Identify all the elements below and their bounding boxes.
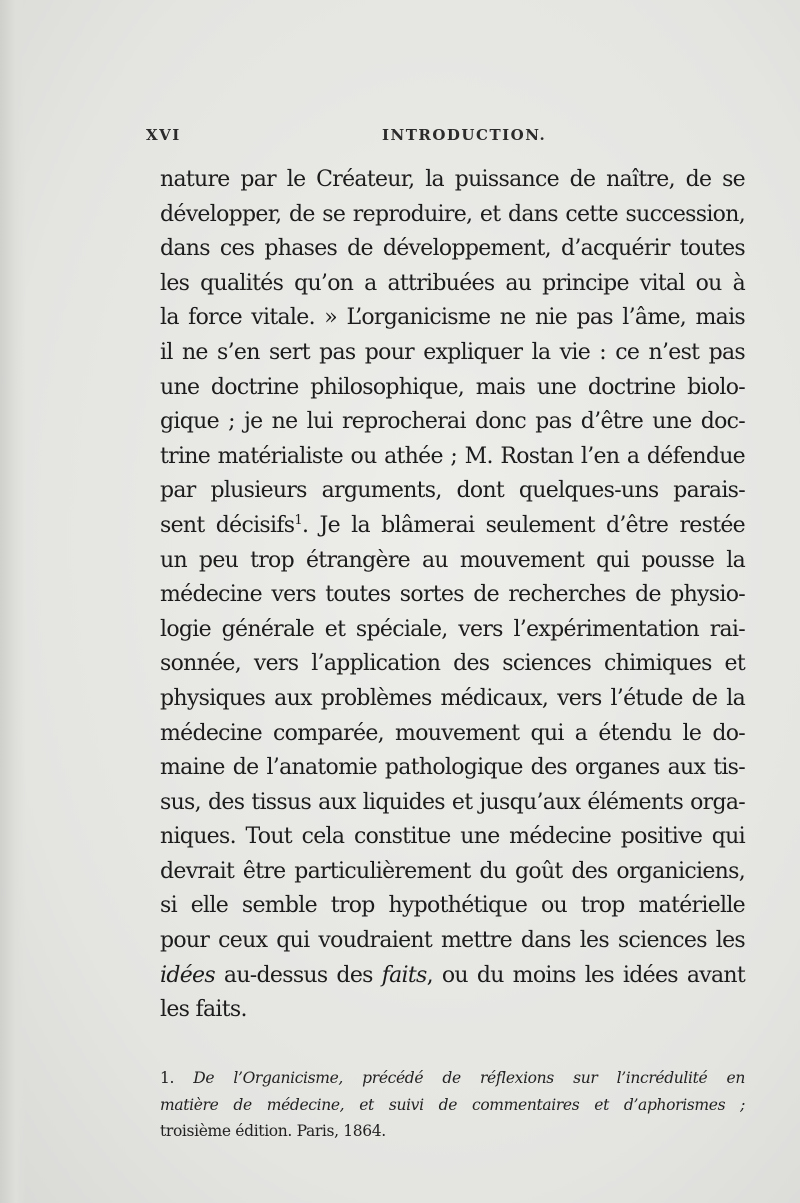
text-line: la force vitale. » L’organicisme ne nie pas l’âme, mais bbox=[160, 305, 745, 331]
footnote-line: troisième édition. Paris, 1864. bbox=[160, 1122, 386, 1140]
text-line: si elle semble trop hypothétique ou trop matérielle bbox=[160, 893, 745, 919]
text-line: médecine comparée, mouvement qui a étendu le do- bbox=[160, 720, 745, 746]
text-line: physiques aux problèmes médicaux, vers l’étude de la bbox=[160, 685, 745, 711]
text-fragment: , ou du moins les idées avant bbox=[426, 962, 745, 988]
running-head-title: INTRODUCTION. bbox=[382, 126, 547, 144]
text-line: niques. Tout cela constitue une médecine positive qui bbox=[160, 824, 745, 850]
page-gutter-shadow bbox=[0, 0, 26, 1203]
text-line: pour ceux qui voudraient mettre dans les sciences les bbox=[160, 928, 745, 954]
text-line: il ne s’en sert pas pour expliquer la vie : ce n’est pas bbox=[160, 339, 745, 365]
page-number: XVI bbox=[146, 126, 181, 144]
text-line bbox=[160, 509, 745, 544]
footnote-text: De l’Organicisme, précédé de réflexions sur l’incrédulité en bbox=[193, 1069, 746, 1087]
text-line: logie générale et spéciale, vers l’expérimentation rai- bbox=[160, 616, 745, 642]
text-line: une doctrine philosophique, mais une doctrine biolo- bbox=[160, 374, 745, 400]
text-line: les faits. bbox=[160, 997, 247, 1023]
text-line: médecine vers toutes sortes de recherches de physio- bbox=[160, 582, 745, 608]
italic-word: faits bbox=[381, 962, 427, 988]
text-line: un peu trop étrangère au mouvement qui pousse la bbox=[160, 547, 745, 573]
text-line: trine matérialiste ou athée ; M. Rostan l’en a défendue bbox=[160, 443, 745, 469]
italic-word: idées bbox=[160, 962, 215, 988]
text-line bbox=[160, 959, 745, 994]
text-line: par plusieurs arguments, dont quelques-uns parais- bbox=[160, 478, 745, 504]
text-line: les qualités qu’on a attribuées au principe vital ou à bbox=[160, 270, 745, 296]
text-fragment: au-dessus des bbox=[214, 962, 382, 988]
text-fragment: sent décisifs bbox=[160, 512, 295, 538]
text-line: développer, de se reproduire, et dans cette succession, bbox=[160, 201, 745, 227]
footnote bbox=[160, 1065, 745, 1145]
text-line: maine de l’anatomie pathologique des organes aux tis- bbox=[160, 755, 745, 781]
text-line: dans ces phases de développement, d’acquérir toutes bbox=[160, 236, 745, 262]
footnote-reference[interactable]: 1 bbox=[294, 512, 302, 528]
footnote-line bbox=[160, 1065, 745, 1092]
footnote-line: matière de médecine, et suivi de commentaires et d’aphorismes ; bbox=[160, 1095, 745, 1114]
text-line: nature par le Créateur, la puissance de naître, de se bbox=[160, 167, 745, 192]
text-line: sonnée, vers l’application des sciences chimiques et bbox=[160, 651, 745, 677]
text-line: gique ; je ne lui reprocherai donc pas d’être une doc- bbox=[160, 409, 745, 435]
body-text bbox=[160, 163, 745, 1028]
running-head bbox=[146, 126, 745, 150]
text-fragment: . Je la blâmerai seulement d’être restée bbox=[301, 512, 745, 538]
text-line: sus, des tissus aux liquides et jusqu’aux éléments orga- bbox=[160, 789, 745, 815]
footnote-number: 1. bbox=[160, 1069, 175, 1087]
text-line: devrait être particulièrement du goût des organiciens, bbox=[160, 858, 745, 884]
